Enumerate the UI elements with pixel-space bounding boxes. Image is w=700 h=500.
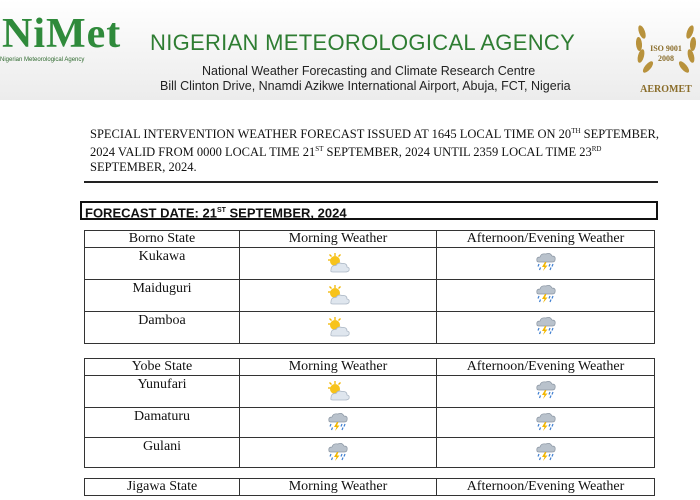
afternoon-weather-cell bbox=[437, 248, 655, 280]
iso-line-1: ISO 9001 bbox=[650, 44, 682, 53]
location-cell bbox=[85, 376, 240, 408]
thunderstorm-icon bbox=[534, 442, 558, 462]
location-name: Maiduguri bbox=[132, 281, 192, 296]
borno-state-table bbox=[84, 230, 655, 344]
location-cell bbox=[85, 280, 240, 312]
statement-text-2: SEPTEMBER, 2024 VALID FROM 0000 LOCAL TIME 21 bbox=[90, 127, 660, 160]
afternoon-weather-cell bbox=[437, 438, 655, 468]
location-name: Gulani bbox=[142, 439, 182, 454]
iso-caption: AEROMET bbox=[640, 84, 692, 95]
forecast-statement bbox=[90, 124, 660, 175]
statement-text-3: SEPTEMBER, 2024 UNTIL 2359 LOCAL TIME 23 bbox=[323, 145, 592, 160]
location-name: Kukawa bbox=[138, 249, 186, 264]
morning-weather-cell bbox=[240, 376, 437, 408]
location-name: Damaturu bbox=[134, 409, 190, 424]
yobe-state-table bbox=[84, 358, 655, 468]
statement-sup-1: TH bbox=[571, 127, 581, 135]
statement-sup-3: RD bbox=[591, 145, 602, 154]
table-header-row bbox=[85, 359, 655, 376]
morning-header: Morning Weather bbox=[240, 479, 437, 496]
sun-cloud-icon bbox=[325, 316, 351, 338]
thunderstorm-icon bbox=[534, 316, 558, 336]
morning-weather-cell bbox=[240, 438, 437, 468]
morning-weather-cell bbox=[240, 248, 437, 280]
thunderstorm-icon bbox=[534, 412, 558, 432]
state-header: Borno State bbox=[85, 231, 240, 248]
table-row bbox=[85, 312, 655, 344]
logo-subtitle: Nigerian Meteorological Agency bbox=[0, 57, 85, 63]
logo-text: NiMet bbox=[2, 11, 122, 57]
iso-line-2: 2008 bbox=[658, 54, 674, 63]
iso-badge bbox=[632, 14, 700, 100]
forecast-date-sup: ST bbox=[216, 207, 226, 214]
location-cell bbox=[85, 248, 240, 280]
location-cell bbox=[85, 312, 240, 344]
state-header: Yobe State bbox=[85, 359, 240, 376]
location-cell bbox=[85, 438, 240, 468]
statement-text-1: SPECIAL INTERVENTION WEATHER FORECAST ISSUED AT 1645 LOCAL TIME ON 20 bbox=[90, 127, 572, 142]
forecast-date-box bbox=[80, 201, 658, 220]
morning-weather-cell bbox=[240, 408, 437, 438]
table-row bbox=[85, 376, 655, 408]
table-row bbox=[85, 438, 655, 468]
state-header: Jigawa State bbox=[85, 479, 240, 496]
location-name: Damboa bbox=[138, 313, 186, 328]
afternoon-header: Afternoon/Evening Weather bbox=[437, 231, 655, 248]
centre-name: National Weather Forecasting and Climate Research Centre bbox=[202, 64, 536, 78]
nimet-logo bbox=[0, 6, 140, 66]
morning-weather-cell bbox=[240, 280, 437, 312]
table-header-row bbox=[85, 479, 655, 496]
header-banner bbox=[0, 0, 700, 100]
morning-header: Morning Weather bbox=[240, 231, 437, 248]
jigawa-state-table bbox=[84, 478, 655, 496]
table-header-row bbox=[85, 231, 655, 248]
morning-weather-cell bbox=[240, 312, 437, 344]
thunderstorm-icon bbox=[534, 380, 558, 400]
thunderstorm-icon bbox=[534, 284, 558, 304]
sun-cloud-icon bbox=[325, 380, 351, 402]
table-row bbox=[85, 408, 655, 438]
divider-rule bbox=[84, 181, 658, 183]
afternoon-header: Afternoon/Evening Weather bbox=[437, 359, 655, 376]
table-row bbox=[85, 248, 655, 280]
forecast-date-prefix: FORECAST DATE: 21 bbox=[85, 205, 217, 221]
afternoon-weather-cell bbox=[437, 408, 655, 438]
location-name: Yunufari bbox=[137, 377, 187, 392]
statement-text-4: SEPTEMBER, 2024. bbox=[90, 160, 197, 175]
afternoon-weather-cell bbox=[437, 280, 655, 312]
agency-address: Bill Clinton Drive, Nnamdi Azikwe International Airport, Abuja, FCT, Nigeria bbox=[160, 79, 571, 93]
morning-header: Morning Weather bbox=[240, 359, 437, 376]
thunderstorm-icon bbox=[326, 412, 350, 432]
table-row bbox=[85, 280, 655, 312]
agency-name: NIGERIAN METEOROLOGICAL AGENCY bbox=[150, 30, 576, 55]
sun-cloud-icon bbox=[325, 284, 351, 306]
location-cell bbox=[85, 408, 240, 438]
afternoon-weather-cell bbox=[437, 312, 655, 344]
thunderstorm-icon bbox=[534, 252, 558, 272]
afternoon-header: Afternoon/Evening Weather bbox=[437, 479, 655, 496]
statement-sup-2: ST bbox=[315, 145, 324, 154]
forecast-date-suffix: SEPTEMBER, 2024 bbox=[225, 205, 347, 221]
sun-cloud-icon bbox=[325, 252, 351, 274]
afternoon-weather-cell bbox=[437, 376, 655, 408]
thunderstorm-icon bbox=[326, 442, 350, 462]
